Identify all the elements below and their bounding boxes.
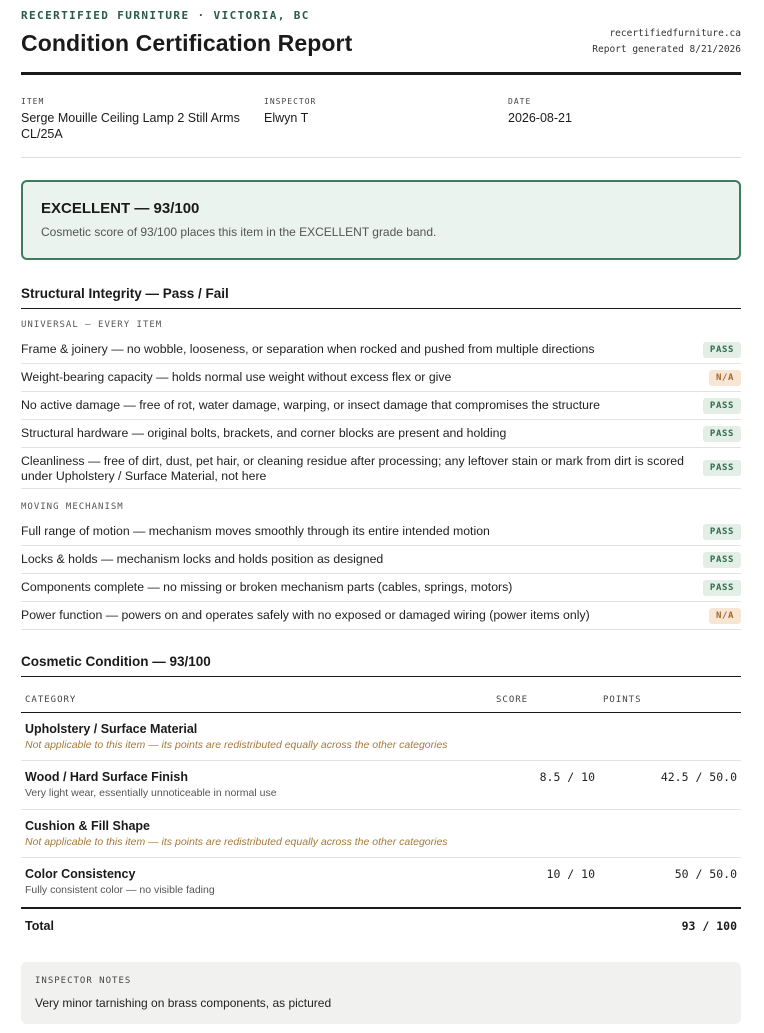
- check-text: Power function — powers on and operates safely with no exposed or damaged wiring (power items only): [21, 608, 590, 622]
- category-name: Wood / Hard Surface Finish: [25, 770, 188, 784]
- cosmetic-section-rule: [21, 676, 741, 677]
- status-badge: N/A: [709, 370, 741, 386]
- status-badge: PASS: [703, 580, 741, 596]
- mechanism-group-label: MOVING MECHANISM: [21, 502, 124, 512]
- status-badge: PASS: [703, 552, 741, 568]
- column-header-score: SCORE: [496, 695, 529, 705]
- check-text: Structural hardware — original bolts, brackets, and corner blocks are present and holding: [21, 426, 507, 440]
- check-row-no-active-damage: [21, 392, 741, 420]
- meta-divider: [21, 157, 741, 158]
- item-value: Serge Mouille Ceiling Lamp 2 Still Arms CL/25A: [21, 111, 240, 141]
- status-badge: PASS: [703, 460, 741, 476]
- structural-section-rule: [21, 308, 741, 309]
- check-text: Weight-bearing capacity — holds normal use weight without excess flex or give: [21, 370, 452, 384]
- table-row: [21, 810, 741, 858]
- report-generated-date: Report generated 8/21/2026: [592, 44, 741, 55]
- inspector-notes-box: [21, 962, 741, 1024]
- status-badge: PASS: [703, 398, 741, 414]
- category-points: 42.5 / 50.0: [660, 770, 737, 784]
- check-row-components-complete: [21, 574, 741, 602]
- check-row-locks-holds: [21, 546, 741, 574]
- inspector-label: INSPECTOR: [264, 97, 317, 106]
- status-badge: PASS: [703, 524, 741, 540]
- grade-title: EXCELLENT — 93/100: [41, 200, 200, 217]
- category-name: Cushion & Fill Shape: [25, 819, 151, 833]
- structural-section-title: Structural Integrity — Pass / Fail: [21, 286, 229, 301]
- check-text: Full range of motion — mechanism moves smoothly through its entire intended motion: [21, 524, 490, 538]
- brand-line: RECERTIFIED FURNITURE · VICTORIA, BC: [21, 9, 310, 22]
- header-divider: [21, 72, 741, 75]
- check-text: Locks & holds — mechanism locks and holds position as designed: [21, 552, 384, 566]
- site-url[interactable]: recertifiedfurniture.ca: [609, 28, 741, 39]
- date-value: 2026-08-21: [508, 111, 572, 125]
- check-row-range-of-motion: [21, 518, 741, 546]
- grade-banner: [21, 180, 741, 260]
- check-text: Components complete — no missing or broken mechanism parts (cables, springs, motors): [21, 580, 513, 594]
- category-note: Not applicable to this item — its points are redistributed equally across the other categories: [25, 739, 448, 751]
- table-row: [21, 713, 741, 761]
- item-label: ITEM: [21, 97, 45, 106]
- category-name: Color Consistency: [25, 867, 136, 881]
- table-row: [21, 761, 741, 810]
- grade-description: Cosmetic score of 93/100 places this item in the EXCELLENT grade band.: [41, 225, 437, 239]
- page-title: Condition Certification Report: [21, 30, 353, 56]
- check-row-structural-hardware: [21, 420, 741, 448]
- inspector-notes-text: Very minor tarnishing on brass components, as pictured: [35, 996, 332, 1010]
- check-row-power-function: [21, 602, 741, 630]
- category-note: Very light wear, essentially unnoticeable in normal use: [25, 787, 277, 799]
- universal-group-label: UNIVERSAL — EVERY ITEM: [21, 320, 163, 330]
- category-note: Fully consistent color — no visible fading: [25, 884, 215, 896]
- inspector-value: Elwyn T: [264, 111, 309, 125]
- category-points: 50 / 50.0: [674, 867, 737, 881]
- check-text: No active damage — free of rot, water damage, warping, or insect damage that compromises the structure: [21, 398, 600, 412]
- total-value: 93 / 100: [681, 919, 737, 933]
- column-header-category: CATEGORY: [25, 695, 77, 705]
- check-text: Cleanliness — free of dirt, dust, pet hair, or cleaning residue after processing; any leftover stain or mark from dirt is scored under Upholstery / Surface Material, not here: [21, 454, 684, 483]
- category-note: Not applicable to this item — its points are redistributed equally across the other categories: [25, 836, 448, 848]
- status-badge: PASS: [703, 342, 741, 358]
- total-rule: [21, 907, 741, 909]
- category-score: 10 / 10: [546, 867, 595, 881]
- category-score: 8.5 / 10: [539, 770, 595, 784]
- date-label: DATE: [508, 97, 532, 106]
- table-row: [21, 858, 741, 906]
- check-text: Frame & joinery — no wobble, looseness, or separation when rocked and pushed from multiple directions: [21, 342, 595, 356]
- category-name: Upholstery / Surface Material: [25, 722, 198, 736]
- check-row-cleanliness: [21, 448, 741, 489]
- column-header-points: POINTS: [603, 695, 642, 705]
- cosmetic-section-title: Cosmetic Condition — 93/100: [21, 654, 211, 669]
- total-label: Total: [25, 919, 54, 933]
- check-row-frame-joinery: [21, 336, 741, 364]
- check-row-weight-bearing: [21, 364, 741, 392]
- status-badge: N/A: [709, 608, 741, 624]
- status-badge: PASS: [703, 426, 741, 442]
- inspector-notes-label: INSPECTOR NOTES: [35, 976, 132, 986]
